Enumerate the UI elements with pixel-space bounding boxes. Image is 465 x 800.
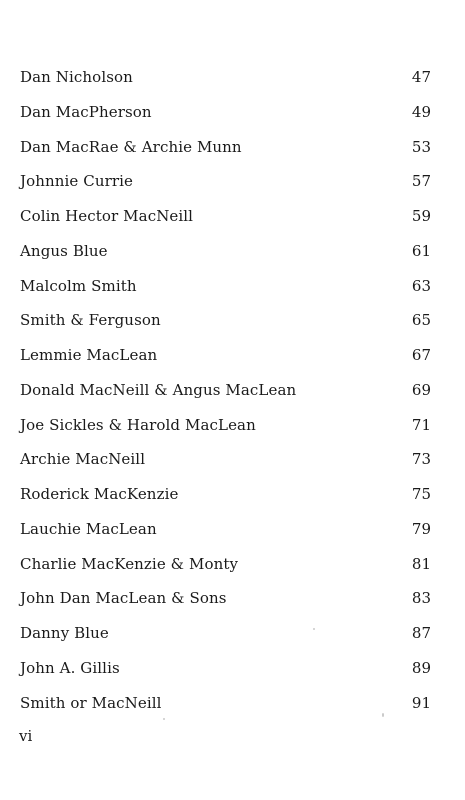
toc-entry-page: 79: [411, 519, 431, 538]
toc-entry: [20, 379, 431, 401]
toc-entry: [20, 414, 431, 436]
toc-entry-page: 83: [411, 589, 431, 608]
paper-speck: [313, 628, 315, 630]
toc-entry-page: 49: [411, 102, 431, 121]
toc-entry-title: Johnnie Currie: [20, 172, 134, 191]
toc-entry-page: 57: [411, 172, 431, 191]
toc-entry: [20, 692, 431, 714]
toc-entry-title: Charlie MacKenzie & Monty: [20, 554, 239, 573]
toc-entry: [20, 587, 431, 609]
toc-entry: [20, 136, 431, 158]
toc-entry-page: 67: [411, 346, 431, 364]
toc-entry-title: Dan MacPherson: [20, 102, 152, 121]
toc-entry-title: John Dan MacLean & Sons: [20, 589, 227, 608]
toc-entry: [20, 101, 431, 123]
toc-entry-page: 71: [411, 415, 431, 434]
toc-entry: [20, 483, 431, 505]
toc-entry-page: 91: [411, 693, 431, 712]
toc-entry: [20, 275, 431, 297]
toc-entry-page: 75: [411, 485, 431, 503]
toc-entry-page: 73: [411, 450, 431, 469]
toc-entry-title: Archie MacNeill: [20, 450, 146, 469]
toc-entry-title: Colin Hector MacNeill: [20, 207, 194, 225]
toc-entry-title: Donald MacNeill & Angus MacLean: [20, 380, 297, 399]
toc-entry-title: Lauchie MacLean: [20, 519, 157, 538]
toc-entry-title: Roderick MacKenzie: [20, 485, 179, 503]
toc-entry-page: 47: [411, 68, 431, 86]
toc-entry-title: Danny Blue: [20, 624, 109, 642]
page-number: vi: [19, 727, 33, 745]
toc-entry: [20, 622, 431, 644]
toc-entry-title: Joe Sickles & Harold MacLean: [20, 415, 256, 434]
toc-entry: [20, 240, 431, 262]
toc-entry: [20, 309, 431, 331]
paper-speck: [163, 718, 165, 720]
toc-entry-page: 59: [411, 207, 431, 225]
toc-entry-page: 61: [411, 241, 431, 260]
toc-entry-page: 87: [411, 624, 431, 642]
toc-entry: [20, 170, 431, 192]
toc-entry-page: 63: [411, 276, 431, 295]
toc-entry: [20, 518, 431, 540]
toc-entry-title: Malcolm Smith: [20, 276, 137, 295]
toc-entry-title: Smith & Ferguson: [20, 311, 161, 330]
toc-entry: [20, 205, 431, 227]
toc-entry: [20, 66, 431, 88]
toc-entry-title: Dan Nicholson: [20, 68, 133, 86]
toc-entry: [20, 553, 431, 575]
toc-entry: [20, 448, 431, 470]
toc-entry-title: Smith or MacNeill: [20, 693, 162, 712]
toc-entry-page: 89: [411, 658, 431, 677]
toc-entry: [20, 344, 431, 366]
toc-entry-title: Lemmie MacLean: [20, 346, 158, 364]
toc-entry-title: John A. Gillis: [20, 658, 120, 677]
paper-speck: [382, 713, 384, 717]
toc-entry-title: Angus Blue: [20, 241, 108, 260]
toc-entry-page: 53: [411, 137, 431, 156]
toc-entry: [20, 657, 431, 679]
toc-entry-page: 69: [411, 380, 431, 399]
toc-entry-page: 65: [411, 311, 431, 330]
toc-entry-page: 81: [411, 554, 431, 573]
toc-entry-title: Dan MacRae & Archie Munn: [20, 137, 242, 156]
